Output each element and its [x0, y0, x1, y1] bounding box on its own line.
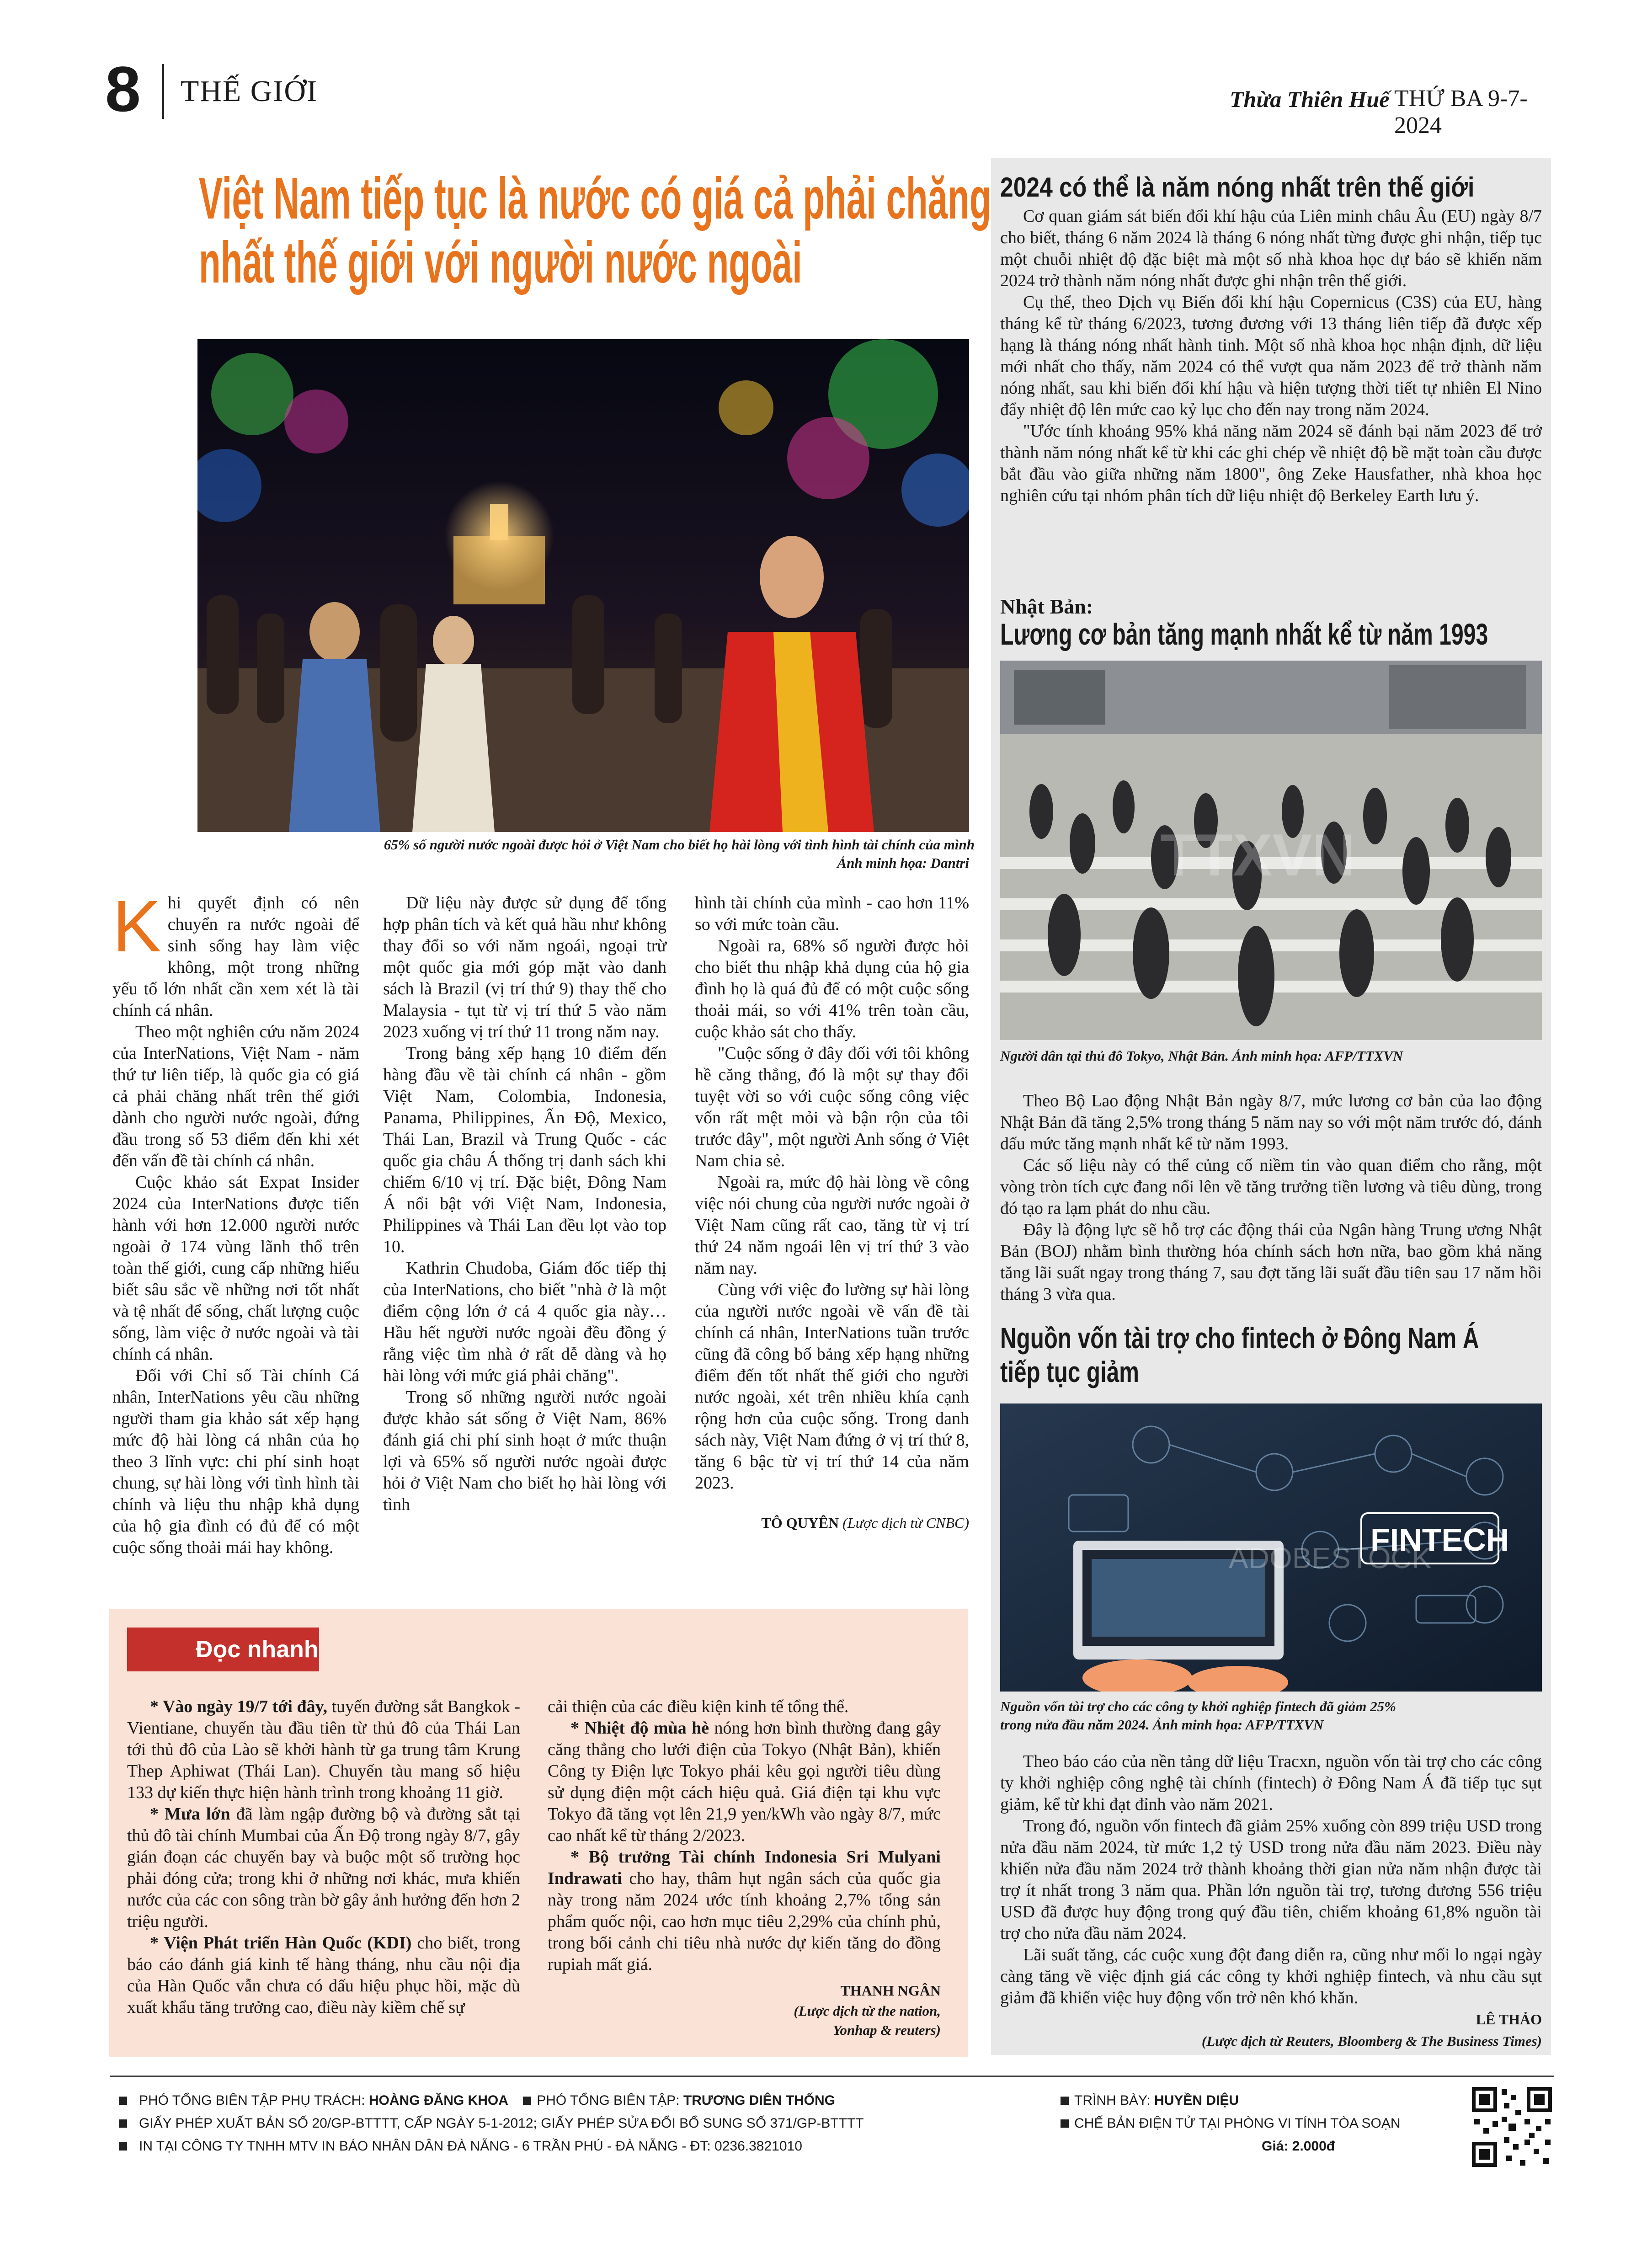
japan-para: Các số liệu này có thể củng cố niềm tin vào quan điểm cho rằng, một vòng tròn tích cực đang nổi lên về tăng trưởng tiền lương và tiêu dùng, trong đó tạo ra lạm phát do nhu cầu.: [1000, 1156, 1542, 1218]
fintech-title-line-2: tiếp tục giảm: [1000, 1355, 1139, 1388]
japan-photo-watermark: TTXVN: [1160, 822, 1355, 888]
fintech-photo-illustration: [1000, 1403, 1542, 1692]
japan-body: [1000, 1090, 1542, 1305]
main-photo-credit-text: Ảnh minh họa: Dantri: [837, 855, 969, 871]
price: Giá: 2.000đ: [1262, 2139, 1335, 2154]
japan-caption: Người dân tại thủ đô Tokyo, Nhật Bản. Ảnh minh họa: AFP/TTXVN: [1000, 1048, 1403, 1064]
main-photo-caption: 65% số người nước ngoài được hỏi ở Việt Nam cho biết họ hài lòng với tình hình tài chính của mình: [384, 837, 975, 853]
fintech-photo-watermark: ADOBESTOCK: [1229, 1542, 1432, 1574]
quick-read-col-right: [548, 1696, 941, 2040]
main-article-col-3: [695, 892, 969, 1534]
quick-read-item: * Viện Phát triển Hàn Quốc (KDI) cho biết, trong báo cáo đánh giá kinh tế hàng tháng, nhu cầu nội địa của Hàn Quốc vẫn chưa có dấu hiệu phục hồi, mặc dù xuất khẩu tăng trưởng cao, điều này kiềm chế sự: [127, 1933, 521, 2017]
main-article-para: Trong bảng xếp hạng 10 điểm đến hàng đầu về tài chính cá nhân - gồm Việt Nam, Colombia, Indonesia, Panama, Philippines, Ấn Độ, Mexico, Thái Lan, Brazil và Trung Quốc - các quốc gia châu Á thống trị danh sách khi chiếm 6/10 vị trí. Đặc biệt, Đông Nam Á nổi bật với Việt Nam, Indonesia, Philippines và Thái Lan đều lọt vào top 10.: [383, 1044, 666, 1256]
quick-read-title: Đọc nhanh: [196, 1636, 319, 1663]
japan-para: Theo Bộ Lao động Nhật Bản ngày 8/7, mức lương cơ bản của lao động Nhật Bản đã tăng 2,5% trong tháng 5 năm nay so với một năm trước đó, đánh dấu mức tăng mạnh nhất kể từ năm 1993.: [1000, 1091, 1542, 1153]
fintech-source: (Lược dịch từ Reuters, Bloomberg & The Business Times): [1201, 2033, 1542, 2049]
japan-photo: [1000, 661, 1542, 1040]
byline-source: (Lược dịch từ CNBC): [842, 1515, 969, 1531]
main-article-col-1: [112, 885, 359, 1558]
heat-body: [1000, 206, 1542, 507]
quick-read-item: cải thiện của các điều kiện kinh tế tổng thể.: [548, 1697, 849, 1716]
header-divider: [162, 64, 164, 119]
main-article-para: Kathrin Chudoba, Giám đốc tiếp thị của InterNations, cho biết "nhà ở là một điểm cộng lớn ở cả 4 quốc gia này… Hầu hết người nước ngoài đều đồng ý rằng việc tìm nhà ở rất dễ dàng và họ hài lòng với mức giá phải chăng".: [383, 1259, 666, 1385]
heat-para: Cụ thể, theo Dịch vụ Biến đổi khí hậu Copernicus (C3S) của EU, hàng tháng kể từ tháng 6/2023, tương đương với 13 tháng liên tiếp đã được xếp hạng là tháng nóng nhất hành tinh. Một số nhà khoa học nhận định, dữ liệu mới nhất cho thấy, năm 2024 có thể vượt qua năm 2023 để trở thành năm nóng nhất, sau khi biến đổi khí hậu và hiện tượng thời tiết tự nhiên El Nino đẩy nhiệt độ lên mức cao kỷ lục cho đến nay trong năm 2024.: [1000, 293, 1542, 419]
sidebar: [991, 158, 1551, 2055]
fintech-title: [1000, 1321, 1549, 1389]
quick-read-item: * Mưa lớn đã làm ngập đường bộ và đường sắt tại thủ đô tài chính Mumbai của Ấn Độ trong ngày 8/7, gây gián đoạn các chuyến bay và buộc một số trường học phải đóng cửa; trong khi ở những nơi khác, mưa khiến nước của các con sông tràn bờ gây ảnh hưởng đến hơn 2 triệu người.: [127, 1804, 521, 1931]
fintech-photo: [1000, 1403, 1542, 1692]
footer-row-2-right: CHẾ BẢN ĐIỆN TỬ TẠI PHÒNG VI TÍNH TÒA SOẠN: [1061, 2116, 1401, 2131]
main-article-para: Cuộc khảo sát Expat Insider 2024 của InterNations được tiến hành với hơn 12.000 người nước ngoài ở 174 vùng lãnh thổ trên toàn thế giới, cung cấp những hiểu biết sâu sắc về những nơi tốt nhất và tệ nhất để sống, chất lượng cuộc sống, làm việc ở nước ngoài và tài chính cá nhân.: [112, 1173, 359, 1364]
fintech-body: [1000, 1751, 1542, 2052]
heat-para: Cơ quan giám sát biến đổi khí hậu của Liên minh châu Âu (EU) ngày 8/7 cho biết, tháng 6 năm 2024 là tháng 6 nóng nhất từng được ghi nhận, tiếp tục một chuỗi nhiệt độ đặc biệt mà một số nhà khoa học dự báo sẽ khiến năm 2024 trở thành năm nóng nhất được ghi nhận trên thế giới.: [1000, 207, 1542, 290]
section-name: THẾ GIỚI: [181, 75, 318, 108]
page-header: [105, 53, 1559, 139]
main-article-para: Đối với Chỉ số Tài chính Cá nhân, InterNations yêu cầu những người tham gia khảo sát xếp hạng mức độ hài lòng cá nhân của họ theo 3 lĩnh vực: chi phí sinh hoạt chung, sự hài lòng với tình hình tài chính và liệu thu nhập khả dụng của hộ gia đình có đủ để có một cuộc sống thoải mái hay không.: [112, 1366, 359, 1557]
main-article-para: Khi quyết định có nên chuyển ra nước ngoài để sinh sống hay làm việc không, một trong những yếu tố lớn nhất cần xem xét là tài chính cá nhân.: [112, 885, 359, 1020]
footer-row-1-right: TRÌNH BÀY: HUYỀN DIỆU: [1061, 2093, 1239, 2108]
main-photo-credit: [197, 854, 969, 872]
japan-kicker: Nhật Bản:: [1000, 595, 1093, 618]
fintech-caption-line-1: Nguồn vốn tài trợ cho các công ty khởi nghiệp fintech đã giảm 25%: [1000, 1698, 1396, 1714]
quick-read-col-left: [127, 1696, 520, 2018]
japan-title: Lương cơ bản tăng mạnh nhất kể từ năm 1993: [1000, 617, 1488, 651]
qr-code-graphic: [1470, 2085, 1554, 2169]
quick-read-byline: THANH NGÂN: [840, 1982, 941, 1999]
quick-read-source-1: (Lược dịch từ the nation,: [794, 2003, 941, 2019]
headline-line-1: Việt Nam tiếp tục là nước có giá cả phải chăng: [199, 166, 991, 231]
heat-title: 2024 có thể là năm nóng nhất trên thế giới: [1000, 172, 1475, 203]
japan-para: Đây là động lực sẽ hỗ trợ các động thái của Ngân hàng Trung ương Nhật Bản (BOJ) nhằm bình thường hóa chính sách hơn nữa, bao gồm khả năng tăng lãi suất ngay trong tháng 7, sau đợt tăng lãi suất đầu tiên sau 17 năm hồi tháng 3 vừa qua.: [1000, 1220, 1542, 1304]
square-bullet-icon: [119, 2097, 127, 2105]
square-bullet-icon: [1061, 2097, 1069, 2105]
square-bullet-icon: [119, 2142, 127, 2151]
quick-read-tab: [127, 1628, 319, 1671]
square-bullet-icon: [1061, 2119, 1069, 2128]
fintech-byline: LÊ THẢO: [1476, 2011, 1542, 2028]
main-article-para: hình tài chính của mình - cao hơn 11% so với mức toàn cầu.: [695, 893, 969, 934]
footer-top-rule: [110, 2076, 1554, 2077]
quick-read-source-2: Yonhap & reuters): [833, 2022, 941, 2038]
quick-read-item: * Vào ngày 19/7 tới đây, tuyến đường sắt Bangkok - Vientiane, chuyến tàu đầu tiên từ thủ đô của Thái Lan tới thủ đô của Lào sẽ khởi hành từ ga trung tâm Krung Thep Aphiwat (Thái Lan). Chuyến tàu mang số hiệu 133 dự kiến thực hiện hành trình trong khoảng 11 giờ.: [127, 1697, 520, 1802]
main-headline: [199, 165, 1022, 329]
main-article-para: "Cuộc sống ở đây đối với tôi không hề căng thẳng, đó là một sự thay đổi tuyệt vời so với cuộc sống công việc vốn rất mệt mỏi và bận rộn của tôi trước đây", một người Anh sống ở Việt Nam chia sẻ.: [695, 1044, 969, 1170]
fintech-para: Lãi suất tăng, các cuộc xung đột đang diễn ra, cũng như mối lo ngại ngày càng tăng về việc định giá các công ty khởi nghiệp fintech, và nhu cầu sụt giảm đã khiến việc huy động vốn trở nên khó khăn.: [1000, 1945, 1542, 2007]
main-article-col-2: [383, 892, 666, 1516]
fintech-title-line-1: Nguồn vốn tài trợ cho fintech ở Đông Nam Á: [1000, 1322, 1479, 1355]
main-article-para: Theo một nghiên cứu năm 2024 của InterNations, Việt Nam - năm thứ tư liên tiếp, là quốc gia có giá cả phải chăng nhất trên thế giới dành cho người nước ngoài, đứng đầu trong số 53 điểm đến khi xét đến vấn đề tài chính cá nhân.: [112, 1022, 359, 1170]
heat-para: "Ước tính khoảng 95% khả năng năm 2024 sẽ đánh bại năm 2023 để trở thành năm nóng nhất kể từ khi các ghi chép về nhiệt độ bề mặt toàn cầu được bắt đầu vào giữa những năm 1800", ông Zeke Hausfather, nhà khoa học nghiên cứu tại nhóm phân tích dữ liệu nhiệt độ Berkeley Earth lưu ý.: [1000, 422, 1542, 505]
footer: [110, 2076, 1554, 2181]
japan-photo-illustration: [1000, 661, 1542, 1040]
paper-name: Thừa Thiên Huế: [1230, 86, 1390, 112]
fintech-image-label: FINTECH: [1370, 1522, 1509, 1558]
square-bullet-icon: [523, 2097, 531, 2105]
byline-name: TÔ QUYÊN: [761, 1515, 839, 1531]
fintech-para: Trong đó, nguồn vốn fintech đã giảm 25% xuống còn 899 triệu USD trong nửa đầu năm 2024, từ mức 1,2 tỷ USD trong nửa đầu năm 2023. Điều này khiến nửa đầu năm 2024 trở thành khoảng thời gian nửa năm nhận được tài trợ ít nhất trong 3 năm qua. Phần lớn nguồn tài trợ, tương đương 556 triệu USD đã được huy động trong quý đầu tiên, chiếm khoảng 61,8% nguồn tài trợ cho nửa đầu năm 2024.: [1000, 1816, 1542, 1943]
main-article-byline: [695, 1512, 969, 1534]
footer-row-3: IN TẠI CÔNG TY TNHH MTV IN BÁO NHÂN DÂN ĐÀ NẴNG - 6 TRẦN PHÚ - ĐÀ NẴNG - ĐT: 0236.3821010: [119, 2139, 802, 2154]
qr-code: [1470, 2085, 1554, 2169]
main-article-para: Dữ liệu này được sử dụng để tổng hợp phân tích và kết quả hầu như không thay đổi so với năm ngoái, ngoại trừ một quốc gia mới góp mặt vào danh sách là Brazil (vị trí thứ 9) thay thế cho Malaysia - tụt từ vị trí thứ 5 vào năm 2023 xuống vị trí thứ 11 trong năm nay.: [383, 893, 666, 1041]
fintech-caption-line-2: trong nửa đầu năm 2024. Ảnh minh họa: AFP/TTXVN: [1000, 1717, 1324, 1733]
fintech-caption: [1000, 1697, 1542, 1734]
main-article-para: Ngoài ra, mức độ hài lòng về công việc nói chung của người nước ngoài ở Việt Nam cũng rất cao, tăng từ vị trí thứ 24 năm ngoái lên vị trí thứ 3 vào năm nay.: [695, 1173, 969, 1278]
quick-read-item: * Bộ trưởng Tài chính Indonesia Sri Mulyani Indrawati cho hay, thâm hụt ngân sách của quốc gia này trong năm 2024 ước tính khoảng 2,7% tổng sản phẩm quốc nội, cao hơn mục tiêu 2,29% của chính phủ, trong bối cảnh chi tiêu nhà nước dự kiến tăng do đồng rupiah mất giá.: [548, 1847, 941, 1974]
main-photo-illustration: [197, 339, 969, 832]
main-photo: [197, 339, 969, 832]
quick-read-box: [109, 1609, 968, 2057]
footer-row-1: PHÓ TỔNG BIÊN TẬP PHỤ TRÁCH: HOÀNG ĐĂNG KHOA PHÓ TỔNG BIÊN TẬP: TRƯƠNG DIÊN THỐNG: [119, 2093, 835, 2108]
main-article-para: Trong số những người nước ngoài được khảo sát sống ở Việt Nam, 86% đánh giá chi phí sinh hoạt ở mức thuận lợi và 65% số người nước ngoài được hỏi ở Việt Nam cho biết họ hài lòng với tình: [383, 1387, 666, 1514]
drop-cap: K: [112, 885, 161, 967]
issue-date: THỨ BA 9-7-2024: [1394, 85, 1528, 139]
square-bullet-icon: [119, 2119, 127, 2128]
page-number: 8: [105, 53, 141, 125]
headline-line-2: nhất thế giới với người nước ngoài: [199, 230, 802, 295]
quick-read-item: * Nhiệt độ mùa hè nóng hơn bình thường đang gây căng thẳng cho lưới điện của Tokyo (Nhật Bản), khiến Công ty Điện lực Tokyo phải kêu gọi người tiêu dùng sử dụng điện một cách hiệu quả. Giá điện tại khu vực Tokyo đã tăng vọt lên 21,9 yen/kWh vào ngày 8/7, mức cao nhất kể từ tháng 2/2023.: [548, 1718, 941, 1845]
footer-row-2: GIẤY PHÉP XUẤT BẢN SỐ 20/GP-BTTTT, CẤP NGÀY 5-1-2012; GIẤY PHÉP SỬA ĐỔI BỔ SUNG SỐ 371/GP-BTTTT: [119, 2116, 864, 2131]
main-article-para: Ngoài ra, 68% số người được hỏi cho biết thu nhập khả dụng của hộ gia đình họ là quá đủ để có một cuộc sống thoải mái, so với 41% trên toàn cầu, cuộc khảo sát cho thấy.: [695, 936, 969, 1041]
fintech-para: Theo báo cáo của nền tảng dữ liệu Tracxn, nguồn vốn tài trợ cho các công ty khởi nghiệp công nghệ tài chính (fintech) ở Đông Nam Á đã tiếp tục sụt giảm, kể từ khi đạt đỉnh vào năm 2021.: [1000, 1752, 1542, 1814]
main-article-para: Cùng với việc đo lường sự hài lòng của người nước ngoài về vấn đề tài chính cá nhân, InterNations tuần trước cũng đã công bố bảng xếp hạng những điểm đến tốt nhất thế giới cho người nước ngoài, xét trên nhiều khía cạnh rộng hơn của cuộc sống. Trong danh sách này, Việt Nam đứng ở vị trí thứ 8, tăng 6 bậc từ vị trí thứ 14 của năm 2023.: [695, 1280, 969, 1493]
